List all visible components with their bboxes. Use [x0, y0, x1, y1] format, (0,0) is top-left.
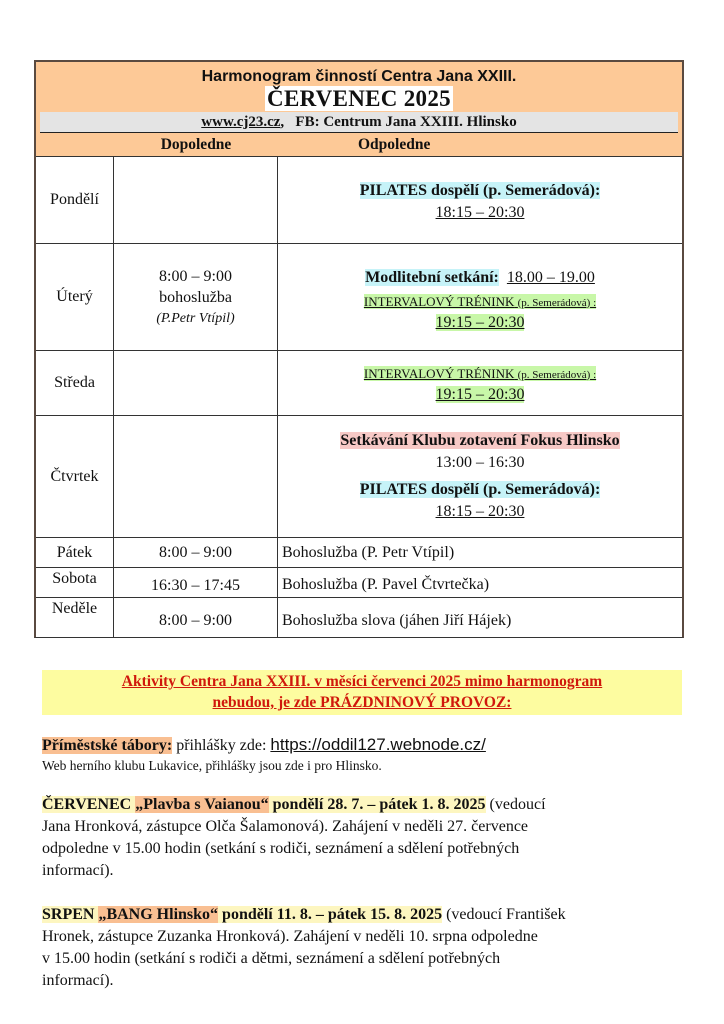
camp-august-line2: Hronek, zástupce Zuzanka Hronková). Zahájení v neděli 10. srpna odpoledne: [42, 928, 538, 945]
camps-url-link[interactable]: https://oddil127.webnode.cz/: [270, 735, 486, 754]
schedule-table: [34, 60, 684, 638]
camps-section: [42, 734, 692, 775]
morning-time: 16:30 – 17:45: [114, 568, 278, 597]
camp-july-month: ČERVENEC: [42, 796, 132, 813]
activity-time: 13:00 – 16:30: [435, 454, 525, 471]
camp-july-line2: Jana Hronková, zástupce Olča Šalamonová). Zahájení v neděli 27. července: [42, 818, 529, 835]
camp-august-month: SRPEN: [42, 906, 95, 923]
camp-july-line3: odpoledne v 15.00 hodin (setkání s rodiči, seznámení a sdělení potřebných: [42, 840, 520, 857]
activity-prayer: Modlitební setkání:: [365, 268, 499, 286]
activity-time: 18:15 – 20:30: [435, 204, 525, 221]
column-headers: [36, 133, 682, 156]
camps-signup-text: přihlášky zde:: [172, 737, 271, 754]
holiday-notice: [42, 670, 682, 715]
camp-august-name: „BANG Hlinsko“: [98, 906, 219, 923]
activity-interval-training: INTERVALOVÝ TRÉNINK (p. Semerádová) :: [363, 293, 597, 309]
activity-fokus-club: Setkávání Klubu zotavení Fokus Hlinsko: [340, 432, 620, 449]
column-header-morning: Dopoledne: [160, 136, 232, 153]
activity-pilates: PILATES dospělí (p. Semerádová):: [359, 481, 601, 498]
table-row-saturday: [36, 567, 682, 597]
morning-time: 8:00 – 9:00: [114, 598, 278, 637]
camp-august-text: (vedoucí František: [442, 906, 566, 923]
column-header-afternoon: Odpoledne: [358, 136, 431, 153]
camp-august: [42, 904, 692, 992]
morning-time: 8:00 – 9:00: [114, 538, 278, 567]
facebook-label: FB: Centrum Jana XXIII. Hlinsko: [295, 114, 517, 130]
afternoon-cell: [278, 244, 682, 350]
afternoon-cell: [278, 157, 682, 243]
camp-july-text: (vedoucí: [485, 796, 546, 813]
link-separator: ,: [280, 114, 285, 130]
day-label: Čtvrtek: [36, 416, 114, 537]
activity-interval-training: INTERVALOVÝ TRÉNINK (p. Semerádová) :: [363, 365, 597, 381]
camps-label: Příměstské tábory:: [42, 737, 173, 754]
morning-leader: (P.Petr Vtípil): [156, 310, 235, 326]
camp-july-line4: informací).: [42, 862, 114, 879]
activity-time: 19:15 – 20:30: [435, 313, 525, 331]
morning-cell: [114, 351, 278, 415]
morning-cell: [114, 244, 278, 350]
camp-august-line3: v 15.00 hodin (setkání s rodiči a dětmi, seznámení a sdělení potřebných: [42, 950, 501, 967]
day-label: Úterý: [36, 244, 114, 350]
notice-line-2: nebudou, je zde PRÁZDNINOVÝ PROVOZ:: [212, 694, 512, 711]
notice-line-1: Aktivity Centra Jana XXIII. v měsíci červenci 2025 mimo harmonogram: [121, 673, 603, 690]
day-label: Sobota: [36, 568, 114, 597]
camp-august-line4: informací).: [42, 972, 114, 989]
activity-pilates: PILATES dospělí (p. Semerádová):: [359, 182, 601, 199]
afternoon-cell: [278, 416, 682, 537]
day-label: Pátek: [36, 538, 114, 567]
afternoon-activity: Bohoslužba (P. Pavel Čtvrtečka): [282, 576, 490, 593]
table-row-thursday: [36, 415, 682, 537]
schedule-header: [36, 62, 682, 156]
camps-note: Web herního klubu Lukavice, přihlášky jsou zde i pro Hlinsko.: [42, 758, 382, 773]
camp-july-name: „Plavba s Vaianou“: [135, 796, 269, 813]
camp-july: [42, 794, 692, 882]
camp-july-dates: pondělí 28. 7. – pátek 1. 8. 2025: [268, 796, 486, 813]
day-label: Neděle: [36, 598, 114, 637]
month-title: ČERVENEC 2025: [267, 86, 451, 111]
afternoon-activity: Bohoslužba (P. Petr Vtípil): [282, 543, 455, 561]
day-label: Středa: [36, 351, 114, 415]
activity-time: 18.00 – 19.00: [506, 268, 595, 286]
morning-time: 8:00 – 9:00: [159, 267, 232, 285]
afternoon-activity: Bohoslužba slova (jáhen Jiří Hájek): [282, 611, 512, 629]
activity-time: 19:15 – 20:30: [435, 385, 525, 403]
links-band: [40, 112, 678, 133]
table-row-tuesday: [36, 243, 682, 350]
day-label: Pondělí: [36, 157, 114, 243]
website-link[interactable]: www.cj23.cz: [201, 114, 281, 130]
activity-time: 18:15 – 20:30: [435, 503, 525, 520]
morning-activity: bohoslužba: [159, 288, 232, 306]
afternoon-cell: [278, 351, 682, 415]
morning-cell: [114, 157, 278, 243]
table-row-wednesday: [36, 350, 682, 415]
morning-cell: [114, 416, 278, 537]
page-title: Harmonogram činností Centra Jana XXIII.: [201, 68, 517, 85]
camp-august-dates: pondělí 11. 8. – pátek 15. 8. 2025: [218, 906, 443, 923]
table-row-monday: [36, 156, 682, 243]
table-row-sunday: [36, 597, 682, 637]
table-row-friday: [36, 537, 682, 567]
